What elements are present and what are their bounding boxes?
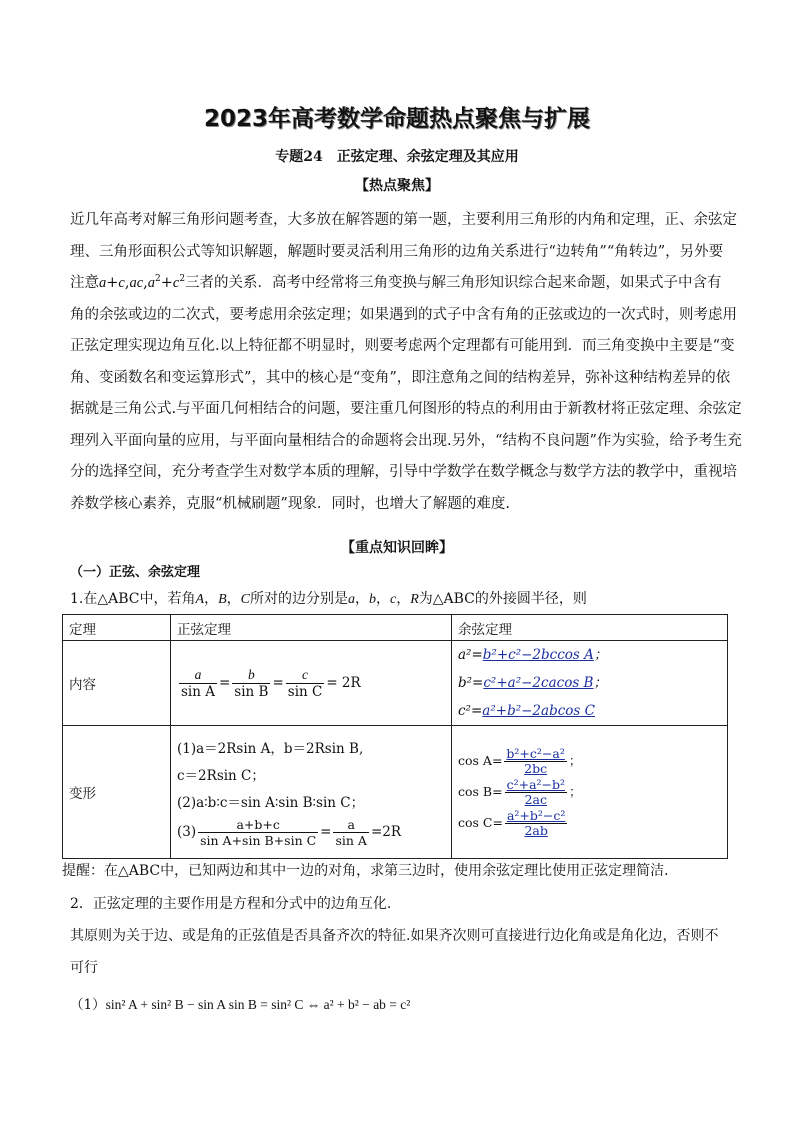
section-heading-hot: 【热点聚焦】 xyxy=(355,178,439,194)
intro-line: 分的选择空间，充分考查学生对数学本质的理解，引导中学数学在数学概念与数学方法的教学中，重视培 xyxy=(70,464,737,480)
intro-line: 理列入平面向量的应用，与平面向量相结合的命题将会出现.另外，“结构不良问题”作为实验，给予考生充 xyxy=(70,432,742,449)
document-subtitle: 专题24 正弦定理、余弦定理及其应用 xyxy=(275,149,519,165)
section-heading-review: 【重点知识回眸】 xyxy=(341,540,453,556)
cos-formula: b²=c²+a²−2cacos B； xyxy=(458,675,607,691)
intro-line: 养数学核心素养，克服“机械刷题”现象．同时，也增大了解题的难度. xyxy=(70,495,510,512)
sine-variants-cell xyxy=(171,726,452,859)
cosine-law-cell xyxy=(452,641,728,726)
sine-variant: (2)a∶b∶c＝sin A∶sin B∶sin C； xyxy=(177,795,365,811)
sine-variant: (3) $\frac{a+b+c}{\text{sin A+sin B+sin C}}$ = $\frac{a}{\text{sin A}}$ =2R xyxy=(177,817,402,848)
fraction: $\frac{b}{\text{sin B}}$ xyxy=(234,666,269,700)
question-1: 1.在△ABC中，若角A，B，C所对的边分别是a，b，c，R为△ABC的外接圆半径，则 xyxy=(70,591,587,607)
sine-law-cell: $\frac{a}{\text{sin A}}$ = $\frac{b}{\text{sin B}}$ = $\frac{c}{\text{sin C}}$ = 2R xyxy=(171,641,452,726)
cos-variants-cell xyxy=(452,726,728,859)
table-header-row xyxy=(63,615,728,641)
item-2-heading: 2．正弦定理的主要作用是方程和分式中的边角互化. xyxy=(70,896,392,912)
cos-variant: cos B= $\frac{\text{c²+a²−b²}}{2ac}$ ； xyxy=(458,776,582,807)
table-header-cell: 正弦定理 xyxy=(171,615,452,641)
intro-line: 正弦定理实现边角互化.以上特征都不明显时，则要考虑两个定理都有可能用到．而三角变换中主要是“变 xyxy=(70,338,735,354)
document-title: 2023年高考数学命题热点聚焦与扩展 xyxy=(203,106,590,132)
fraction: $\frac{c}{\text{sin C}}$ xyxy=(287,666,323,700)
cos-formula: c²=a²+b²−2abcos C xyxy=(458,703,595,719)
theorem-table xyxy=(62,614,728,859)
sine-variant: c＝2Rsin C； xyxy=(177,768,265,784)
reminder-note: 提醒：在△ABC中，已知两边和其中一边的对角，求第三边时，使用余弦定理比使用正弦定理简洁． xyxy=(62,863,679,879)
table-row-content xyxy=(63,641,728,726)
intro-line: 理、三角形面积公式等知识解题，解题时要灵活利用三角形的边角关系进行“边转角”“角转边”，另外要 xyxy=(70,243,724,260)
fraction: $\frac{a}{\text{sin A}}$ xyxy=(181,666,215,700)
intro-line: 近几年高考对解三角形问题考查，大多放在解答题的第一题，主要利用三角形的内角和定理，正、余弦定 xyxy=(70,212,737,228)
table-header-cell: 余弦定理 xyxy=(452,615,728,641)
table-header-cell: 定理 xyxy=(63,615,171,641)
table-row-variants xyxy=(63,726,728,859)
sine-variant: (1)a＝2Rsin A，b＝2Rsin B, xyxy=(177,741,364,757)
item-2-line: 其原则为关于边、或是角的正弦值是否具备齐次的特征.如果齐次则可直接进行边化角或是角化边，否则不 xyxy=(70,928,719,944)
item-2-line: 可行 xyxy=(70,960,98,976)
intro-paragraph xyxy=(70,205,742,520)
subsection-heading: （一）正弦、余弦定理 xyxy=(70,565,201,580)
cos-variant: cos C= $\frac{\text{a²+b²−c²}}{2ab}$ xyxy=(458,807,566,838)
cos-variant: cos A= $\frac{\text{b²+c²−a²}}{2bc}$ ； xyxy=(458,745,582,776)
row-label: 变形 xyxy=(63,726,171,859)
cos-formula: a²=b²+c²−2bccos A； xyxy=(458,647,608,663)
intro-line: 据就是三角公式.与平面几何相结合的问题，要注重几何图形的特点的利用由于新教材将正弦定理、余弦定 xyxy=(70,401,742,417)
intro-line: 角、变函数名和变运算形式”，其中的核心是“变角”，即注意角之间的结构差异，弥补这种结构差异的依 xyxy=(70,369,731,386)
intro-line-math: 注意$a+c,ac,a^2+c^2$三者的关系．高考中经常将三角变换与解三角形知识综合起来命题，如果式子中含有 xyxy=(70,274,722,291)
intro-line: 角的余弦或边的二次式，要考虑用余弦定理；如果遇到的式子中含有角的正弦或边的一次式时，则考虑用 xyxy=(70,306,737,323)
example-1: （1）sin² A + sin² B − sin A sin B = sin² C ⇔ a² + b² − ab = c² xyxy=(70,997,411,1013)
row-label: 内容 xyxy=(63,641,171,726)
